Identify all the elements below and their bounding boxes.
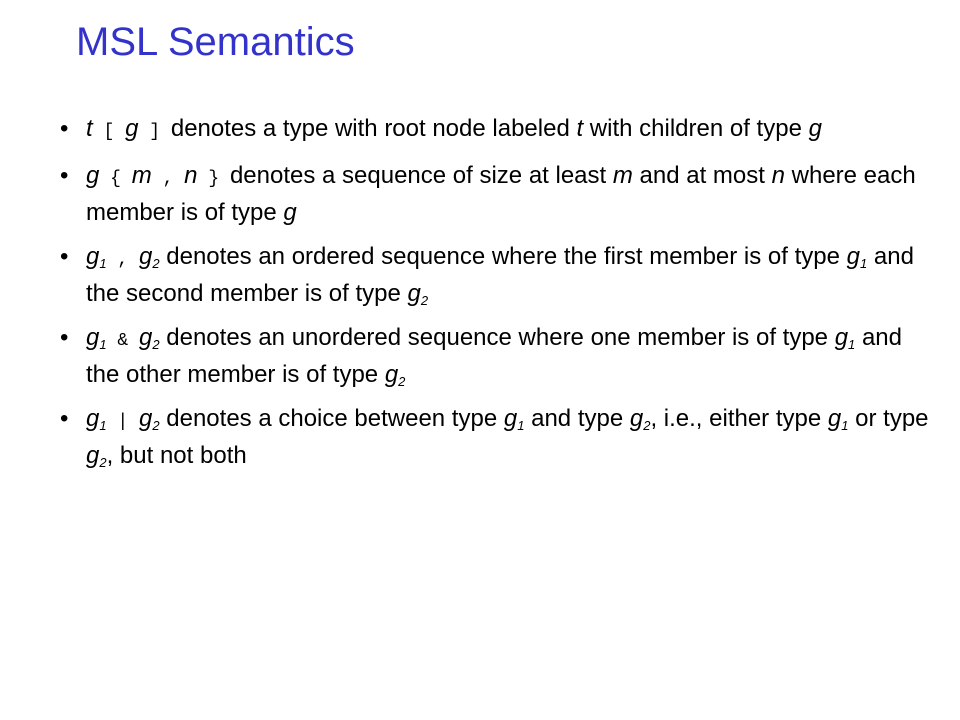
subscript: 1 (517, 418, 525, 433)
bullet-text: and type (524, 405, 630, 432)
bullet-list (60, 112, 930, 483)
bullet-item (60, 321, 930, 392)
operator-symbol: , (151, 169, 185, 189)
bullet-text: denotes an unordered sequence where one member is of type (159, 324, 835, 351)
subscript: 1 (99, 418, 107, 433)
subscript: 1 (848, 337, 856, 352)
math-variable: g (86, 442, 100, 469)
subscript: 2 (99, 455, 107, 470)
math-variable: g (86, 243, 100, 270)
math-variable: g (503, 405, 518, 432)
math-variable: g (846, 243, 860, 270)
bullet-text: and at most (632, 162, 772, 189)
operator-symbol: [ (92, 122, 126, 142)
math-variable: g (125, 115, 139, 142)
subscript: 2 (398, 374, 406, 389)
subscript: 2 (420, 293, 429, 308)
slide-title: MSL Semantics (76, 20, 355, 64)
operator-symbol: & (106, 331, 139, 351)
operator-symbol: } (197, 169, 230, 189)
operator-symbol: { (99, 169, 132, 189)
subscript: 1 (99, 256, 107, 271)
math-variable: g (86, 162, 100, 189)
bullet-text: denotes a choice between type (159, 405, 504, 432)
math-variable: g (283, 199, 297, 226)
operator-symbol: ] (138, 122, 171, 142)
bullet-text: , but not both (106, 442, 247, 469)
subscript: 1 (841, 418, 849, 433)
subscript: 2 (152, 337, 160, 352)
math-variable: t (86, 115, 93, 142)
math-variable: g (834, 324, 849, 351)
math-variable: m (131, 162, 152, 189)
math-variable: g (86, 405, 100, 432)
math-variable: g (407, 280, 421, 307)
math-variable: g (384, 361, 399, 388)
operator-symbol: , (106, 250, 139, 270)
bullet-item (60, 112, 930, 149)
bullet-text: and the second member is of type (86, 243, 914, 307)
math-variable: g (629, 405, 644, 432)
bullet-text: denotes a sequence of size at least (229, 162, 613, 189)
operator-symbol: | (106, 412, 139, 432)
math-variable: g (139, 243, 153, 270)
bullet-text: or type (848, 405, 929, 432)
math-variable: g (808, 115, 822, 142)
math-variable: t (576, 115, 584, 142)
math-variable: g (86, 324, 100, 351)
bullet-text: with children of type (583, 115, 809, 142)
bullet-text: denotes a type with root node labeled (170, 115, 577, 142)
math-variable: g (827, 405, 842, 432)
bullet-text: where each member is of type (86, 162, 916, 226)
math-variable: n (184, 162, 198, 189)
subscript: 2 (643, 418, 651, 433)
math-variable: g (139, 324, 153, 351)
math-variable: m (612, 162, 633, 189)
subscript: 1 (99, 337, 107, 352)
subscript: 2 (152, 418, 160, 433)
bullet-item (60, 159, 930, 230)
bullet-text: and the other member is of type (86, 324, 902, 388)
math-variable: n (771, 162, 785, 189)
bullet-item (60, 240, 930, 311)
bullet-text: denotes an ordered sequence where the first member is of type (159, 243, 847, 270)
bullet-text: , i.e., either type (650, 405, 828, 432)
subscript: 2 (152, 256, 160, 271)
subscript: 1 (860, 256, 868, 271)
math-variable: g (139, 405, 153, 432)
bullet-item (60, 402, 930, 473)
